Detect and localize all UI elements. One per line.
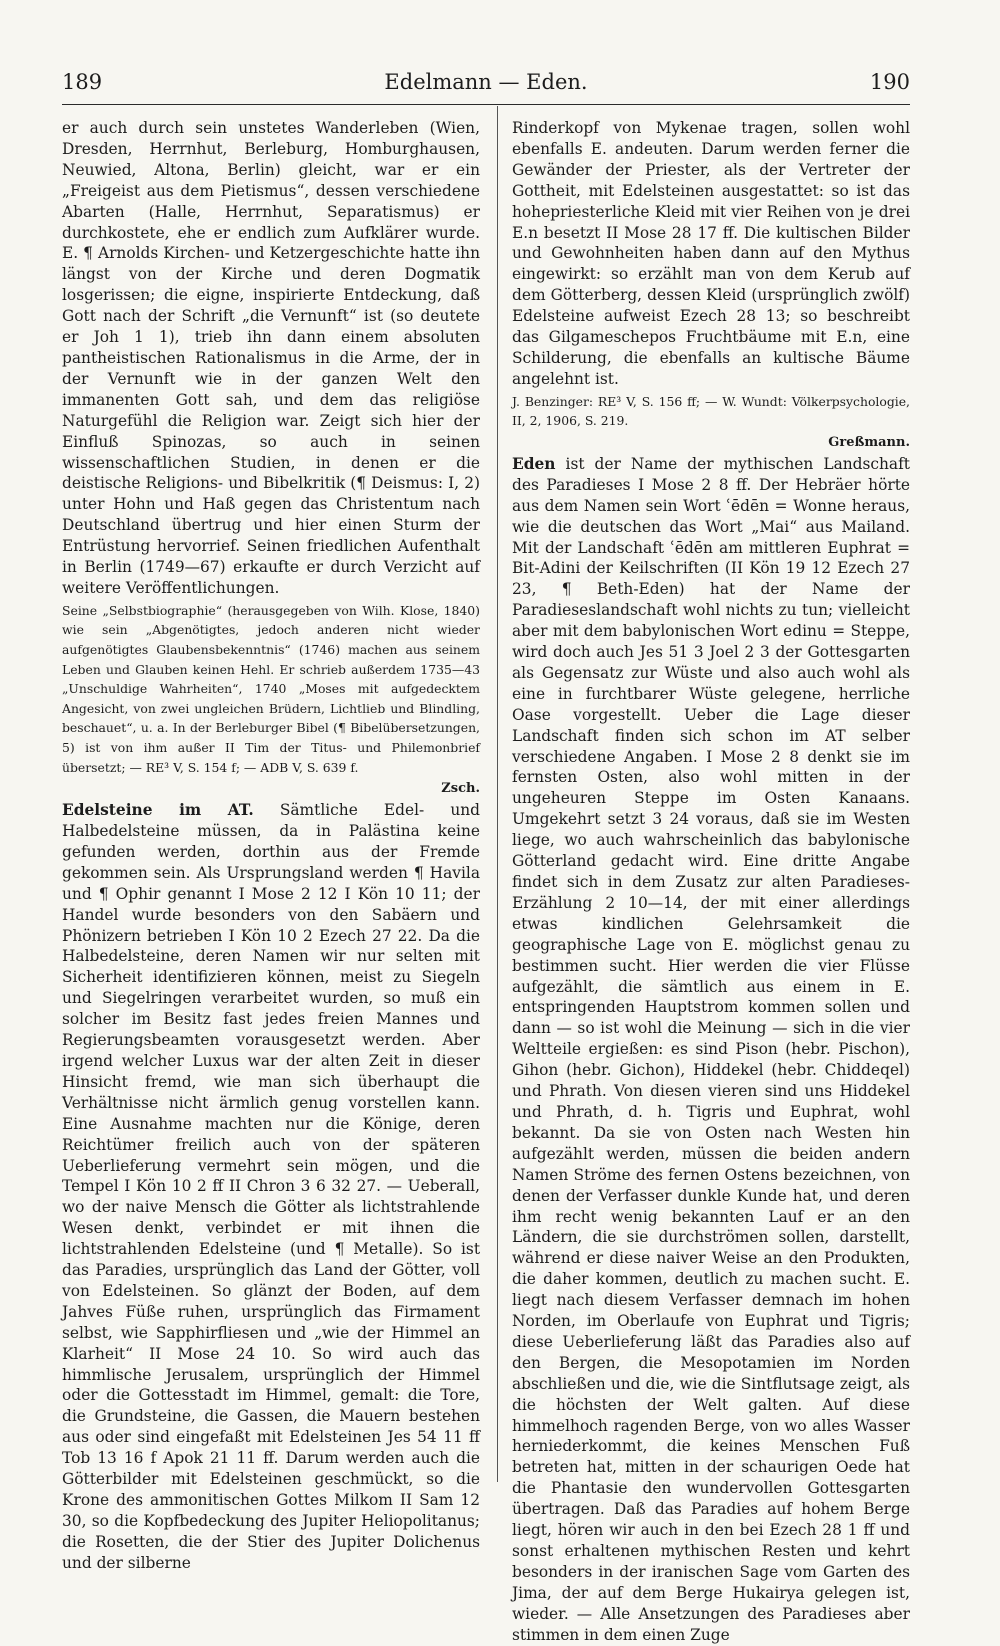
right-paragraph: Rinderkopf von Mykenae tragen, sollen wohl ebenfalls E. andeuten. Darum werden ferner die Gewänder der Priester, als der Vertreter der Gottheit, mit Edelsteinen ausgestattet: so ist das hohepriesterliche Kleid mit vier Reihen von je drei E.n besetzt II Mose 28 17 ff. Die kultischen Bilder und Gewohnheiten haben dann auf den Mythus eingewirkt: so erzählt man von dem Kerub auf dem Götterberg, dessen Kleid (ursprünglich zwölf) Edelsteine aufweist Ezech 28 13; so beschreibt das Gilgameschepos Fruchtbäume mit E.n, eine Schilderung, die ebenfalls an kultische Bäume angelehnt ist. [512, 119, 910, 388]
left-bibliography-note: Seine „Selbstbiographie“ (herausgegeben von Wilh. Klose, 1840) wie sein „Abgenötigtes, jedoch anderen nicht wieder aufgenötigtes Glaubensbekenntnis“ (1746) machen aus seinem Leben und Glauben keinen Hehl. Er schrieb außerdem 1735—43 „Unschuldige Wahrheiten“, 1740 „Moses mit aufgedecktem Angesicht, von zwei ungleichen Brüdern, Lichtlieb und Blindling, beschauet“, u. a. In der Berleburger Bibel (¶ Bibelübersetzungen, 5) ist von ihm außer II Tim der Titus- und Philemonbrief übersetzt; — RE³ V, S. 154 f; — ADB V, S. 639 f. [62, 602, 480, 775]
running-title: Edelmann — Eden. [384, 70, 588, 94]
left-paragraph: er auch durch sein unstetes Wanderleben (Wien, Dresden, Herrnhut, Berleburg, Homburghausen, Neuwied, Altona, Berlin) gleicht, war er ein „Freigeist aus dem Pietismus“, dessen verschiedene Abarten (Halle, Herrnhut, Separatismus) er durchkostete, ehe er endlich zum Aufklärer wurde. E. ¶ Arnolds Kirchen- und Ketzergeschichte hatte ihn längst von der Kirche und deren Dogmatik losgerissen; die eigne, inspirierte Entdeckung, daß Gott nach der Schrift „die Vernunft“ ist (so deutete er Joh 1 1), trieb ihn dann einem absoluten pantheistischen Rationalismus in die Arme, der in der Vernunft wie in der ganzen Welt den immanenten Gott sah, und dem das religiöse Naturgefühl die Religion war. Zeigt sich hier der Einfluß Spinozas, so auch in seinen wissenschaftlichen Studien, in denen er die deistische Religions- und Bibelkritik (¶ Deismus: I, 2) unter Hohn und Haß gegen das Christentum nach Deutschland übertrug und hier einen Sturm der Entrüstung hervorrief. Seinen friedlichen Aufenthalt in Berlin (1749—67) erkaufte er durch Verzicht auf weitere Veröffentlichungen. [62, 119, 480, 597]
page-number-left: 189 [62, 70, 103, 94]
entry-text: Sämtliche Edel- und Halbedelsteine müssen, da in Palästina keine gefunden werden, dorthin aus der Fremde gekommen sein. Als Ursprungsland werden ¶ Havila und ¶ Ophir genannt I Mose 2 12 I Kön 10 11; der Handel wurde besonders von den Sabäern und Phönizern betrieben I Kön 10 2 Ezech 27 22. Da die Halbedelsteine, deren Namen wir nur selten mit Sicherheit identifizieren können, meist zu Siegeln und Siegelringen verarbeitet wurden, so muß ein solcher im Besitz fast jedes freien Mannes und Regierungsbeamten vorausgesetzt werden. Aber irgend welcher Luxus war der alten Zeit in dieser Hinsicht fremd, wie man sich überhaupt die Verhältnisse nicht ärmlich genug vorstellen kann. Eine Ausnahme machten nur die Könige, deren Reichtümer freilich auch von der späteren Ueberlieferung vermehrt sein mögen, und die Tempel I Kön 10 2 ff II Chron 3 6 32 27. — Ueberall, wo der naive Mensch die Götter als lichtstrahlende Wesen denkt, verbindet er mit ihnen die lichtstrahlenden Edelsteine (und ¶ Metalle). So ist das Paradies, ursprünglich das Land der Götter, voll von Edelsteinen. So glänzt der Boden, auf dem Jahves Füße ruhen, ursprünglich das Firmament selbst, wie Sapphirfliesen und „wie der Himmel an Klarheit“ II Mose 24 10. So wird auch das himmlische Jerusalem, ursprünglich der Himmel oder die Gottesstadt im Himmel, gemalt: die Tore, die Grundsteine, die Gassen, die Mauern bestehen aus oder sind eingefaßt mit Edelsteinen Jes 54 11 ff Tob 13 16 f Apok 21 11 ff. Darum werden auch die Götterbilder mit Edelsteinen geschmückt, so die Krone des ammonitischen Gottes Milkom II Sam 12 30, so die Kopfbedeckung des Jupiter Heliopolitanus; die Rosetten, die der Stier des Jupiter Dolichenus und der silberne [62, 801, 480, 1572]
entry-headword: Eden [512, 454, 556, 473]
entry-eden [512, 454, 910, 1646]
right-bibliography-note: J. Benzinger: RE³ V, S. 156 ff; — W. Wundt: Völkerpsychologie, II, 2, 1906, S. 219. [512, 393, 910, 429]
page-number-right: 190 [869, 70, 910, 94]
header-rule [62, 104, 910, 105]
left-author-signature: Zsch. [441, 781, 480, 797]
entry-text: ist der Name der mythischen Landschaft des Paradieses I Mose 2 8 ff. Der Hebräer hörte aus dem Namen sein Wort ʿēdēn = Wonne heraus, wie die deutschen das Wort „Mai“ aus Mailand. Mit der Landschaft ʿēdēn am mittleren Euphrat = Bit-Adini der Keilschriften (II Kön 19 12 Ezech 27 23, ¶ Beth-Eden) hat der Name der Paradieseslandschaft wohl nichts zu tun; vielleicht aber mit dem babylonischen Wort edinu = Steppe, wird doch auch Jes 51 3 Joel 2 3 der Gottesgarten als Gegensatz zur Wüste und also auch wohl als eine in furchtbarer Wüste gelegene, herrliche Oase vorgestellt. Ueber die Lage dieser Landschaft finden sich schon im AT selber verschiedene Angaben. I Mose 2 8 denkt sie im fernsten Osten, also wohl mitten in der ungeheuren Steppe im Osten Kanaans. Umgekehrt setzt 3 24 voraus, daß sie im Westen liege, wo auch wahrscheinlich das babylonische Götterland gedacht wird. Eine dritte Angabe findet sich in dem Zusatz zur alten Paradieses-Erzählung 2 10—14, der mit einer allerdings etwas kindlichen Gelehrsamkeit die geographische Lage von E. möglichst genau zu bestimmen sucht. Hier werden die vier Flüsse aufgezählt, die sämtlich aus einem in E. entspringenden Hauptstrom kommen sollen und dann — so ist wohl die Meinung — sich in die vier Weltteile ergießen: es sind Pison (hebr. Pischon), Gihon (hebr. Gichon), Hiddekel (hebr. Chiddeqel) und Phrath. Von diesen vieren sind uns Hiddekel und Phrath, d. h. Tigris und Euphrat, wohl bekannt. Da sie von Osten nach Westen hin aufgezählt werden, müssen die beiden andern Namen Ströme des fernen Ostens bezeichnen, von denen der Verfasser dunkle Kunde hat, und deren ihm recht wenig bekannten Lauf er an den Ländern, die sie durchströmen sollen, darstellt, während er diese naiver Weise an den Produkten, die daher kommen, deutlich zu machen sucht. E. liegt nach diesem Verfasser demnach im hohen Norden, im Oberlaufe von Euphrat und Tigris; diese Ueberlieferung läßt das Paradies also auf den Bergen, die Mesopotamien im Norden abschließen und die, wie die Sintflutsage zeigt, als die höchsten der Welt galten. Auf diese himmelhoch ragenden Berge, von wo alles Wasser herniederkommt, die keines Menschen Fuß betreten hat, mitten in der schaurigen Oede hat die Phantasie den wundervollen Gottesgarten übertragen. Daß das Paradies auf hohem Berge liegt, hören wir auch in den bei Ezech 28 1 ff und sonst erhaltenen mythischen Resten und kehrt besonders in der iranischen Sage vom Garten des Jima, der auf dem Berge Hukairya gelegen ist, wieder. — Alle Ansetzungen des Paradieses aber stimmen in dem einen Zuge [512, 454, 910, 1644]
entry-edelsteine [62, 800, 480, 1574]
page-header [62, 62, 910, 102]
right-column [512, 118, 910, 1644]
left-column [62, 118, 480, 1572]
right-author-signature: Greßmann. [828, 434, 910, 450]
column-divider [497, 106, 498, 1482]
entry-headword: Edelsteine im AT. [62, 801, 254, 820]
